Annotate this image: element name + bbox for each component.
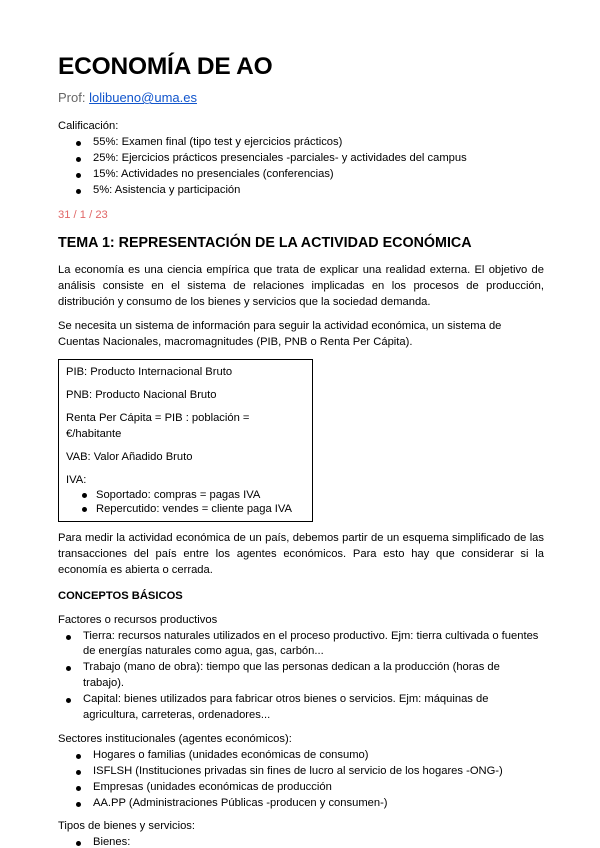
list-item: Soportado: compras = pagas IVA xyxy=(66,488,305,502)
sectores-label: Sectores institucionales (agentes económicos): xyxy=(58,732,292,745)
iva-list xyxy=(66,488,305,516)
factores-list xyxy=(58,629,544,724)
sectores-section xyxy=(58,732,544,812)
professor-line xyxy=(58,90,544,106)
paragraph: Se necesita un sistema de información para seguir la actividad económica, un sistema de Cuentas Nacionales, macromagnitudes (PIB, PNB o Renta Per Cápita). xyxy=(58,320,502,349)
list-item: 5%: Asistencia y participación xyxy=(58,183,544,199)
section-heading: TEMA 1: REPRESENTACIÓN DE LA ACTIVIDAD ECONÓMICA xyxy=(58,235,472,252)
tipos-label: Tipos de bienes y servicios: xyxy=(58,820,196,833)
document-title: ECONOMÍA DE AO xyxy=(58,53,273,80)
definition-vab: VAB: Valor Añadido Bruto xyxy=(66,450,193,463)
definition-pnb: PNB: Producto Nacional Bruto xyxy=(66,388,217,401)
grading-label: Calificación: xyxy=(58,120,119,132)
professor-label: Prof: xyxy=(58,90,86,105)
factores-section xyxy=(58,613,544,724)
grading-section xyxy=(58,119,544,199)
tipos-section xyxy=(58,819,544,848)
list-item: ISFLSH (Instituciones privadas sin fines de lucro al servicio de los hogares -ONG-) xyxy=(58,764,544,780)
grading-list xyxy=(58,135,544,199)
list-item: Trabajo (mano de obra): tiempo que las personas dedican a la producción (horas de trabajo). xyxy=(58,660,544,692)
definitions-box xyxy=(58,359,313,522)
list-item: Tierra: recursos naturales utilizados en el proceso productivo. Ejm: tierra cultivada o fuentes de energías naturales como agua, gas, carbón... xyxy=(58,629,544,661)
professor-email-link[interactable]: lolibueno@uma.es xyxy=(89,90,197,105)
definition-pib: PIB: Producto Internacional Bruto xyxy=(66,365,233,378)
factores-label: Factores o recursos productivos xyxy=(58,613,218,626)
list-item: AA.PP (Administraciones Públicas -producen y consumen-) xyxy=(58,796,544,812)
sectores-list xyxy=(58,748,544,812)
list-item: Empresas (unidades económicas de producción xyxy=(58,780,544,796)
list-item: Hogares o familias (unidades económicas de consumo) xyxy=(58,748,544,764)
date-label: 31 / 1 / 23 xyxy=(58,208,108,221)
paragraph: Para medir la actividad económica de un país, debemos partir de un esquema simplificado de las transacciones del país entre los agentes económicos. Para esto hay que considerar si la economía es abierta o cerrada. xyxy=(58,531,544,576)
definition-renta: Renta Per Cápita = PIB : población = €/habitante xyxy=(66,411,250,440)
document-page xyxy=(58,52,544,848)
tipos-list xyxy=(58,835,544,848)
definition-iva-label: IVA: xyxy=(66,473,87,486)
list-item: Capital: bienes utilizados para fabricar otros bienes o servicios. Ejm: máquinas de agricultura, carreteras, ordenadores... xyxy=(58,692,544,724)
list-item: 25%: Ejercicios prácticos presenciales -parciales- y actividades del campus xyxy=(58,151,544,167)
list-item: 55%: Examen final (tipo test y ejercicios prácticos) xyxy=(58,135,544,151)
list-item: Repercutido: vendes = cliente paga IVA xyxy=(66,502,305,516)
subsection-heading: CONCEPTOS BÁSICOS xyxy=(58,589,183,602)
list-item: Bienes: xyxy=(58,835,544,848)
paragraph: La economía es una ciencia empírica que trata de explicar una realidad externa. El objetivo de análisis consiste en el sistema de relaciones implicadas en los procesos de producción, distribución y consumo de los bienes y servicios que la sociedad demanda. xyxy=(58,264,544,309)
list-item: 15%: Actividades no presenciales (conferencias) xyxy=(58,167,544,183)
